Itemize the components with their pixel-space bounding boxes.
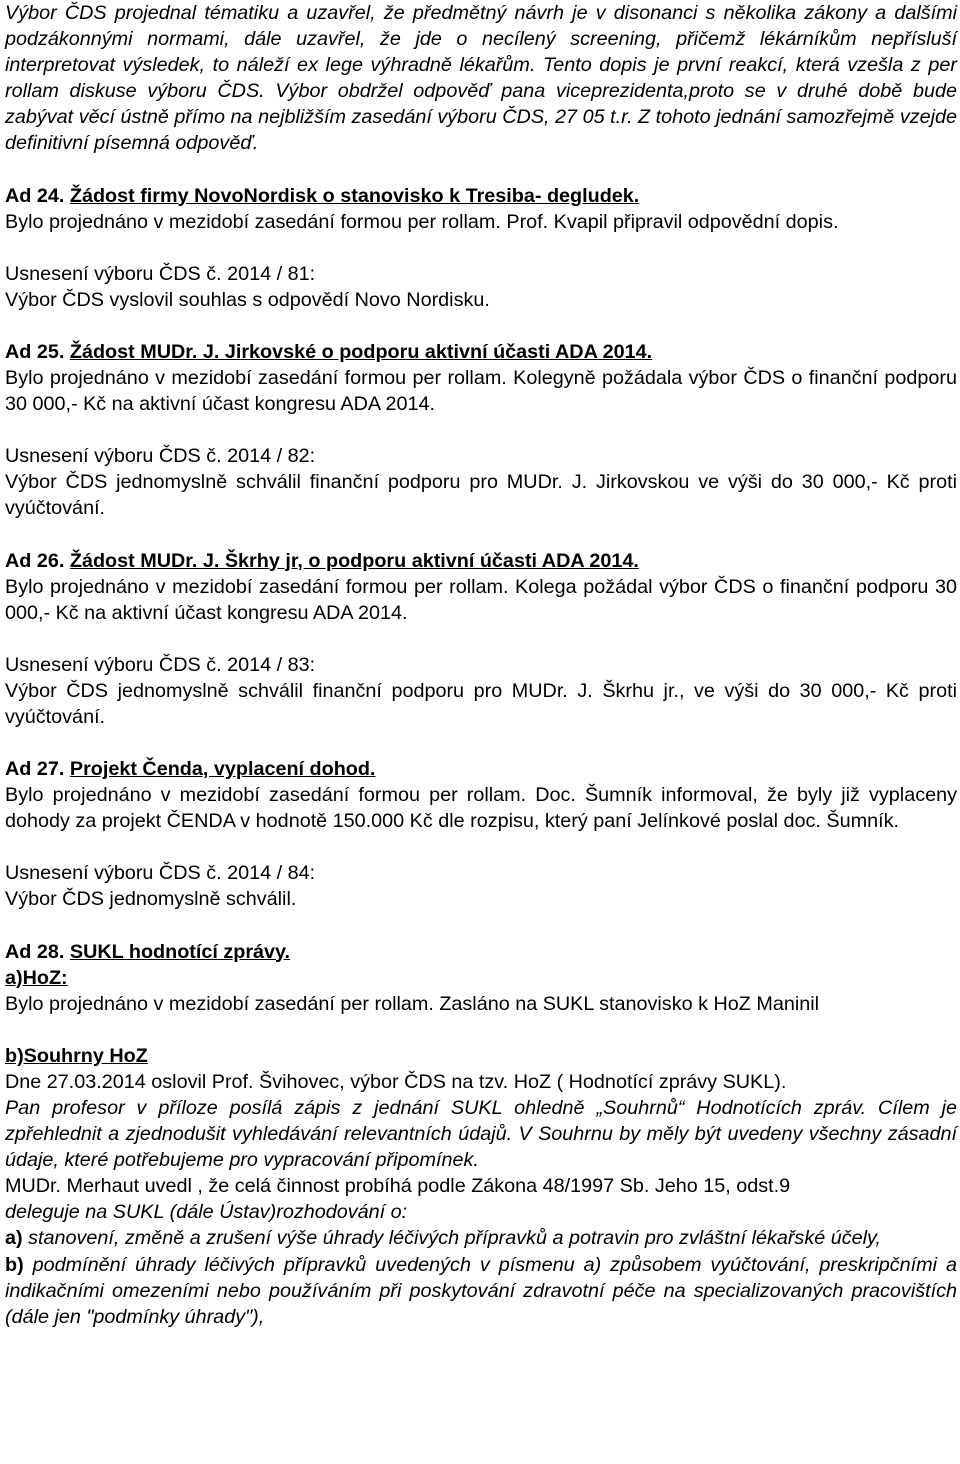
item-26-heading	[5, 548, 957, 574]
item-28-sub-a-text: Bylo projednáno v mezidobí zasedání per rollam. Zasláno na SUKL stanovisko k HoZ Maninil	[5, 992, 820, 1015]
resolution-83-label: Usnesení výboru ČDS č. 2014 / 83:	[5, 653, 316, 676]
item-28-number: Ad 28.	[5, 940, 65, 963]
point-b-label: b)	[5, 1253, 24, 1276]
item-28-sub-b-line3: MUDr. Merhaut uvedl , že celá činnost probíhá podle Zákona 48/1997 Sb. Jeho 15, odst.9	[5, 1175, 791, 1198]
item-26-title: Žádost MUDr. J. Škrhy jr, o podporu aktivní účasti ADA 2014.	[69, 549, 639, 572]
item-28-point-a	[5, 1225, 957, 1251]
spacer	[5, 1017, 957, 1043]
item-28-sub-a-label: a)HoZ:	[5, 966, 68, 989]
spacer	[5, 235, 957, 261]
item-25-title: Žádost MUDr. J. Jirkovské o podporu aktivní účasti ADA 2014.	[69, 340, 653, 363]
spacer	[5, 730, 957, 756]
item-24-number: Ad 24.	[5, 184, 65, 207]
item-26-number: Ad 26.	[5, 549, 65, 572]
resolution-82-label: Usnesení výboru ČDS č. 2014 / 82:	[5, 445, 316, 468]
item-25-heading	[5, 339, 957, 365]
resolution-81-label: Usnesení výboru ČDS č. 2014 / 81:	[5, 262, 316, 285]
spacer	[5, 522, 957, 548]
item-26-body: Bylo projednáno v mezidobí zasedání formou per rollam. Kolega požádal výbor ČDS o finanční podporu 30 000,- Kč na aktivní účast kongresu ADA 2014.	[5, 575, 957, 624]
point-a-text: stanovení, změně a zrušení výše úhrady léčivých přípravků a potravin pro zvláštní lékařské účely,	[22, 1227, 881, 1250]
item-27-heading	[5, 756, 957, 782]
intro-paragraph: Výbor ČDS projednal tématiku a uzavřel, že předmětný návrh je v disonanci s několika zákony a dalšími podzákonnými normami, dále uzavřel, že jde o necílený screening, přičemž lékárníkům nepřísluší interpretovat výsledek, to náleží ex lege výhradně lékařům. Tento dopis je první reakcí, která vzešla z per rollam diskuse výboru ČDS. Výbor obdržel odpověď pana viceprezidenta,proto se v druhé době bude zabývat věcí ústně přímo na nejbližším zasedání výboru ČDS, 27 05 t.r. Z tohoto jednání samozřejmě vzejde definitivní písemná odpověď.	[5, 2, 957, 155]
item-25-number: Ad 25.	[5, 340, 65, 363]
resolution-84-text: Výbor ČDS jednomyslně schválil.	[5, 888, 297, 911]
point-a-label: a)	[5, 1227, 23, 1250]
point-b-text: podmínění úhrady léčivých přípravků uvedených v písmenu a) způsobem vyúčtování, preskripčními a indikačními omezeními nebo používáním při poskytování zdravotní péče na specializovaných pracovištích (dále jen "podmínky úhrady"),	[5, 1253, 957, 1328]
resolution-81-text: Výbor ČDS vyslovil souhlas s odpovědí Novo Nordisku.	[5, 288, 490, 311]
spacer	[5, 417, 957, 443]
item-24-title: Žádost firmy NovoNordisk o stanovisko k Tresiba- degludek.	[69, 184, 640, 207]
item-28-sub-b-label: b)Souhrny HoZ	[5, 1044, 148, 1067]
spacer	[5, 626, 957, 652]
item-25-body: Bylo projednáno v mezidobí zasedání formou per rollam. Kolegyně požádala výbor ČDS o finanční podporu 30 000,- Kč na aktivní účast kongresu ADA 2014.	[5, 367, 957, 416]
resolution-84-label: Usnesení výboru ČDS č. 2014 / 84:	[5, 862, 316, 885]
item-27-body: Bylo projednáno v mezidobí zasedání formou per rollam. Doc. Šumník informoval, že byly již vyplaceny dohody za projekt ČENDA v hodnotě 150.000 Kč dle rozpisu, který paní Jelínkové poslal doc. Šumník.	[5, 784, 957, 833]
item-28-sub-b-italic: Pan profesor v příloze posílá zápis z jednání SUKL ohledně „Souhrnů“ Hodnotících zpráv. Cílem je zpřehlednit a zjednodušit vyhledávání relevantních údajů. V Souhrnu by měly být uvedeny všechny zásadní údaje, které potřebujeme pro vypracování připomínek.	[5, 1097, 957, 1172]
item-24-heading	[5, 183, 957, 209]
resolution-83-text: Výbor ČDS jednomyslně schválil finanční podporu pro MUDr. J. Škrhu jr., ve výši do 30 000,- Kč proti vyúčtování.	[5, 679, 957, 728]
item-28-title: SUKL hodnotící zprávy.	[69, 940, 291, 963]
item-27-title: Projekt Čenda, vyplacení dohod.	[69, 758, 376, 781]
item-28-sub-b-line1: Dne 27.03.2014 oslovil Prof. Švihovec, výbor ČDS na tzv. HoZ ( Hodnotící zprávy SUKL).	[5, 1070, 787, 1093]
resolution-82-text: Výbor ČDS jednomyslně schválil finanční podporu pro MUDr. J. Jirkovskou ve výši do 30 000,- Kč proti vyúčtování.	[5, 471, 957, 520]
item-28-heading	[5, 939, 957, 965]
spacer	[5, 834, 957, 860]
item-27-number: Ad 27.	[5, 758, 65, 781]
spacer	[5, 313, 957, 339]
spacer	[5, 913, 957, 939]
spacer	[5, 157, 957, 183]
item-28-point-b	[5, 1252, 957, 1330]
item-24-body: Bylo projednáno v mezidobí zasedání formou per rollam. Prof. Kvapil připravil odpovědní dopis.	[5, 210, 839, 233]
item-28-sub-b-italic2: deleguje na SUKL (dále Ústav)rozhodování o:	[5, 1201, 408, 1224]
